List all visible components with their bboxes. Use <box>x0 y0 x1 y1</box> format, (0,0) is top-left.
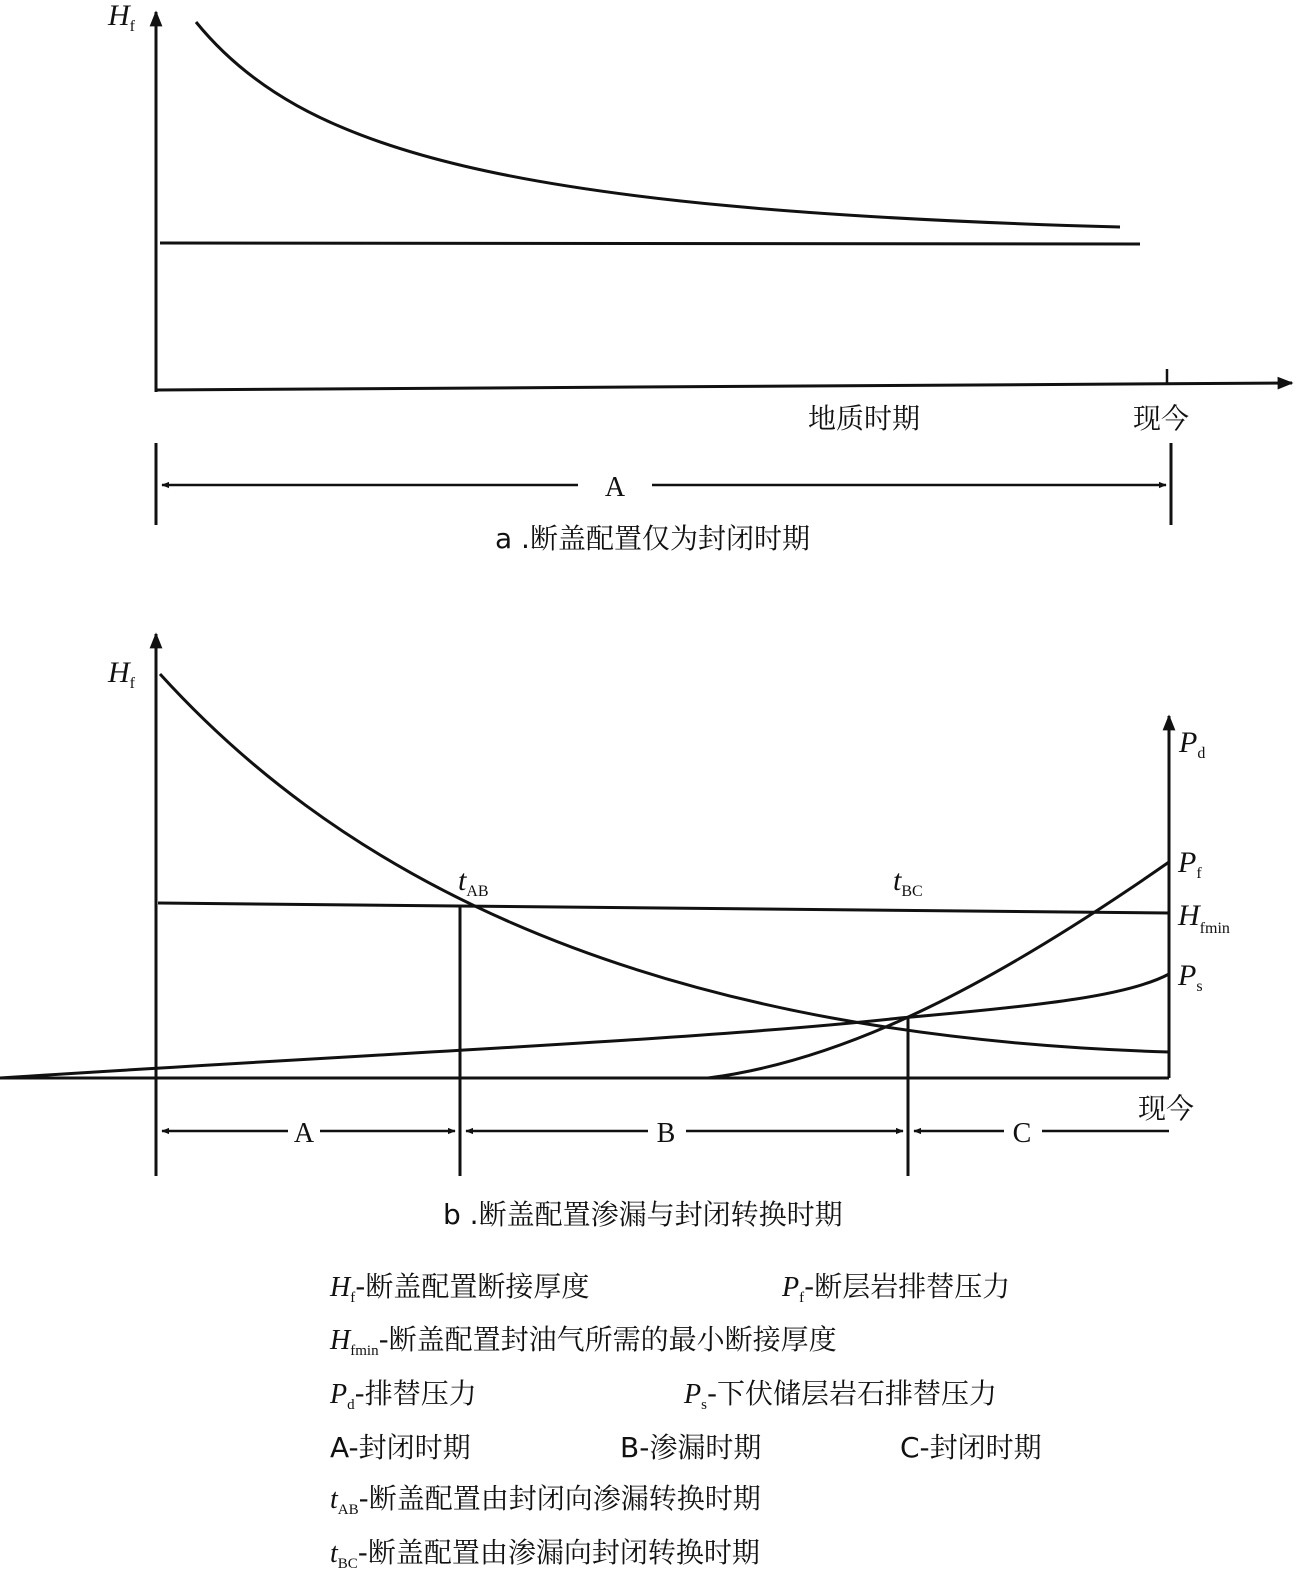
panel-a-present-label: 现今 <box>1133 402 1190 435</box>
panel-b-y-axis-label: $H_f$ <box>108 656 135 692</box>
panel-b-span-a-label: A <box>293 1118 315 1149</box>
panel-a <box>107 0 1292 555</box>
panel-b-right-y-axis-label: $P_d$ <box>1179 726 1206 762</box>
panel-b-hfmin-label: $H_{fmin}$ <box>1178 899 1230 937</box>
legend-period-a: A-封闭时期 <box>330 1431 471 1464</box>
legend-pf: $P_f-$断层岩排替压力 <box>782 1270 1011 1306</box>
panel-a-x-axis-label: 地质时期 <box>808 402 921 435</box>
legend-period-c: C-封闭时期 <box>900 1431 1042 1464</box>
legend <box>329 1270 1042 1572</box>
panel-a-span-label: A <box>604 472 626 503</box>
panel-a-hf-curve <box>196 22 1120 227</box>
legend-tbc: $t_{BC}-$断盖配置由渗漏向封闭转换时期 <box>330 1536 760 1572</box>
panel-b-pf-curve <box>708 862 1169 1078</box>
panel-b <box>0 634 1230 1231</box>
panel-b-tab-label: $t_{AB}$ <box>458 864 489 900</box>
panel-b-hf-curve <box>160 674 1169 1052</box>
panel-b-ps-label: $P_s$ <box>1178 959 1203 995</box>
panel-b-span-b-label: B <box>656 1118 676 1149</box>
panel-a-y-axis-label: $H_f$ <box>108 0 135 35</box>
legend-hfmin: $H_{fmin}-$断盖配置封油气所需的最小断接厚度 <box>330 1323 837 1359</box>
panel-b-ps-curve <box>0 974 1169 1078</box>
panel-b-present-label: 现今 <box>1138 1092 1195 1125</box>
panel-a-hfmin-line <box>160 243 1140 244</box>
panel-b-span-c-label: C <box>1012 1118 1032 1149</box>
legend-hf: $H_f-$断盖配置断接厚度 <box>330 1270 590 1306</box>
legend-pd: $P_d-$排替压力 <box>330 1377 477 1413</box>
legend-tab: $t_{AB}-$断盖配置由封闭向渗漏转换时期 <box>330 1482 761 1518</box>
panel-b-pf-label: $P_f$ <box>1178 846 1202 882</box>
panel-b-hfmin-line <box>158 903 1169 913</box>
legend-ps: $P_s-$下伏储层岩石排替压力 <box>684 1377 998 1413</box>
panel-b-tbc-label: $t_{BC}$ <box>893 864 923 900</box>
panel-b-caption: b .断盖配置渗漏与封闭转换时期 <box>443 1198 843 1231</box>
panel-a-x-axis <box>156 383 1292 390</box>
legend-period-b: B-渗漏时期 <box>620 1431 762 1464</box>
panel-a-caption: a .断盖配置仅为封闭时期 <box>495 522 810 555</box>
